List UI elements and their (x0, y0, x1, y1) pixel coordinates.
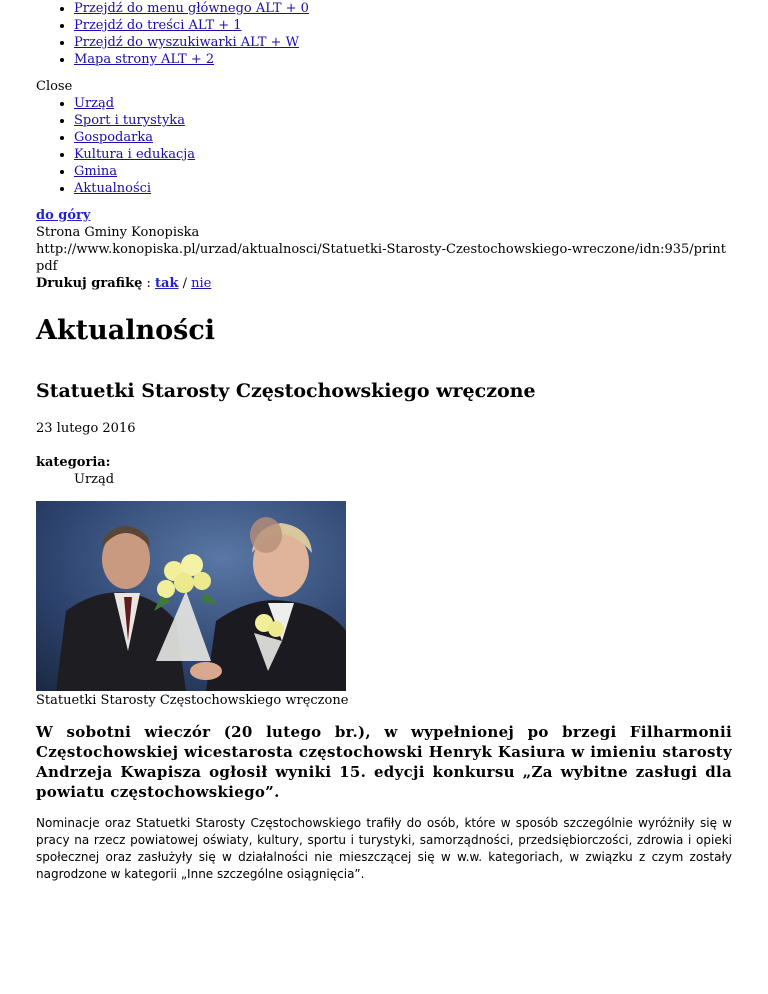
skip-links-list (36, 0, 732, 68)
menu-item (74, 163, 732, 180)
print-yes-link[interactable]: tak (155, 276, 179, 291)
print-separator: : (142, 276, 156, 291)
menu-item (74, 129, 732, 146)
sitemap-link[interactable]: Mapa strony ALT + 2 (74, 52, 215, 67)
back-to-top-link[interactable]: do góry (36, 208, 91, 223)
menu-item-gmina[interactable]: Gmina (74, 164, 117, 179)
menu-item (74, 95, 732, 112)
page-url: http://www.konopiska.pl/urzad/aktualnosci/Statuetki-Starosty-Czestochowskiego-wreczone/idn:935/printpdf (36, 242, 726, 274)
menu-item (74, 180, 732, 197)
print-graphics-option (36, 275, 732, 292)
section-title: Aktualności (36, 315, 216, 346)
article-lead: W sobotni wieczór (20 lutego br.), w wypełnionej po brzegi Filharmonii Częstochowskiej wicestarosta częstochowski Henryk Kasiura w imieniu starosty Andrzeja Kwapisza ogłosił wyniki 15. edycji konkursu „Za wybitne zasługi dla powiatu częstochowskiego”. (36, 723, 732, 801)
skip-link-item (74, 0, 732, 17)
menu-item (74, 112, 732, 129)
skip-link-item (74, 17, 732, 34)
article-title: Statuetki Starosty Częstochowskiego wręczone (36, 380, 536, 402)
print-label: Drukuj grafikę (36, 276, 143, 291)
site-name: Strona Gminy Konopiska (36, 225, 200, 240)
menu-item (74, 146, 732, 163)
skip-link-item (74, 34, 732, 51)
menu-item-gospodarka[interactable]: Gospodarka (74, 130, 153, 145)
skip-to-content-link[interactable]: Przejdź do treści ALT + 1 (74, 18, 242, 33)
print-separator: / (178, 276, 192, 291)
skip-to-main-menu-link[interactable]: Przejdź do menu głównego ALT + 0 (74, 1, 309, 16)
main-menu (36, 95, 732, 197)
menu-item-kultura[interactable]: Kultura i edukacja (74, 147, 196, 162)
skip-to-search-link[interactable]: Przejdź do wyszukiwarki ALT + W (74, 35, 299, 50)
menu-item-urzad[interactable]: Urząd (74, 96, 115, 111)
close-button[interactable]: Close (36, 79, 73, 94)
skip-link-item (74, 51, 732, 68)
article-body: Nominacje oraz Statuetki Starosty Częstochowskiego trafiły do osób, które w sposób szczególnie wyróżniły się w pracy na rzecz powiatowej oświaty, kultury, sportu i turystyki, samorządności, przedsiębiorczości, zdrowia i opieki społecznej oraz zasłużyły się w działalności nie mieszczącej się w w.w. kategoriach, w związku z czym zostały nagrodzone w kategorii „Inne szczególne osiągnięcia”. (36, 816, 732, 881)
menu-item-aktualnosci[interactable]: Aktualności (74, 181, 152, 196)
category-value: Urząd (74, 472, 115, 487)
photo-caption: Statuetki Starosty Częstochowskiego wręczone (36, 693, 349, 708)
category-label: kategoria: (36, 455, 111, 470)
menu-item-sport[interactable]: Sport i turystyka (74, 113, 185, 128)
photo-illustration (36, 501, 346, 691)
print-no-link[interactable]: nie (191, 276, 212, 291)
article-date: 23 lutego 2016 (36, 421, 136, 436)
article-photo (36, 501, 346, 691)
